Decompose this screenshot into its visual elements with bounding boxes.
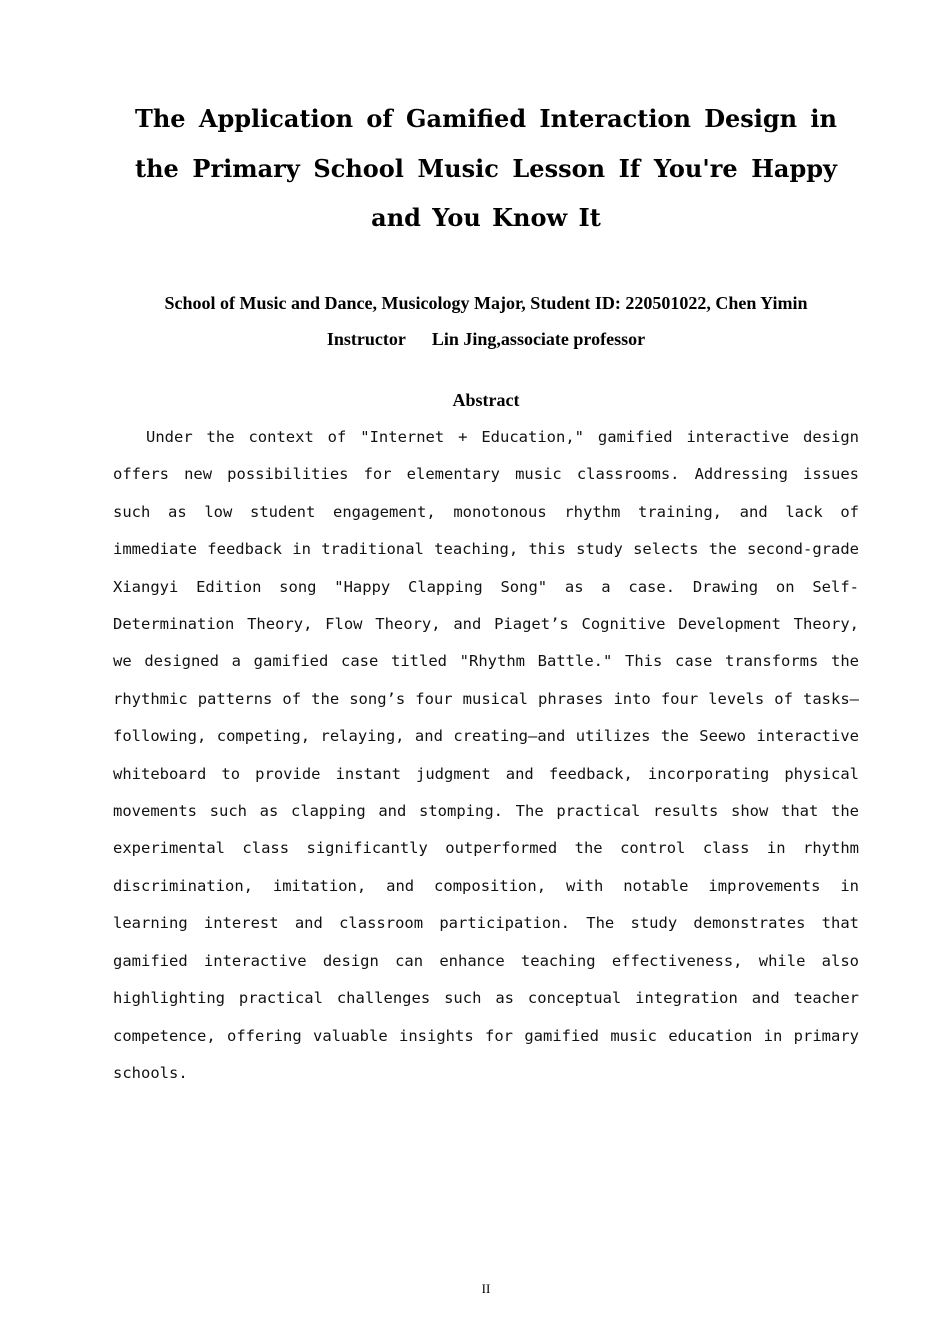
paper-title: The Application of Gamified Interaction Design in the Primary School Music Lesson If You're Happy and You Know It [135, 104, 837, 232]
author-line: School of Music and Dance, Musicology Major, Student ID: 220501022, Chen Yimin [164, 293, 808, 313]
abstract-body: Under the context of "Internet + Education," gamified interactive design offers new possibilities for elementary music classrooms. Addressing issues such as low student engagement, monotonous rhythm training, and lack of immediate feedback in traditional teaching, this study selects the second-grade Xiangyi Edition song "Happy Clapping Song" as a case. Drawing on Self-Determination Theory, Flow Theory, and Piaget’s Cognitive Development Theory, we designed a gamified case titled "Rhythm Battle." This case transforms the rhythmic patterns of the song’s four musical phrases into four levels of tasks—following, competing, relaying, and creating—and utilizes the Seewo interactive whiteboard to provide instant judgment and feedback, incorporating physical movements such as clapping and stomping. The practical results show that the experimental class significantly outperformed the control class in rhythm discrimination, imitation, and composition, with notable improvements in learning interest and classroom participation. The study demonstrates that gamified interactive design can enhance teaching effectiveness, while also highlighting practical challenges such as conceptual integration and teacher competence, offering valuable insights for gamified music education in primary schools. [113, 428, 859, 1082]
instructor-label: Instructor [326, 329, 406, 349]
page-number: II [481, 1281, 491, 1296]
instructor-line [60, 326, 912, 352]
instructor-name: Lin Jing,associate professor [431, 329, 646, 349]
abstract-heading: Abstract [452, 390, 520, 410]
